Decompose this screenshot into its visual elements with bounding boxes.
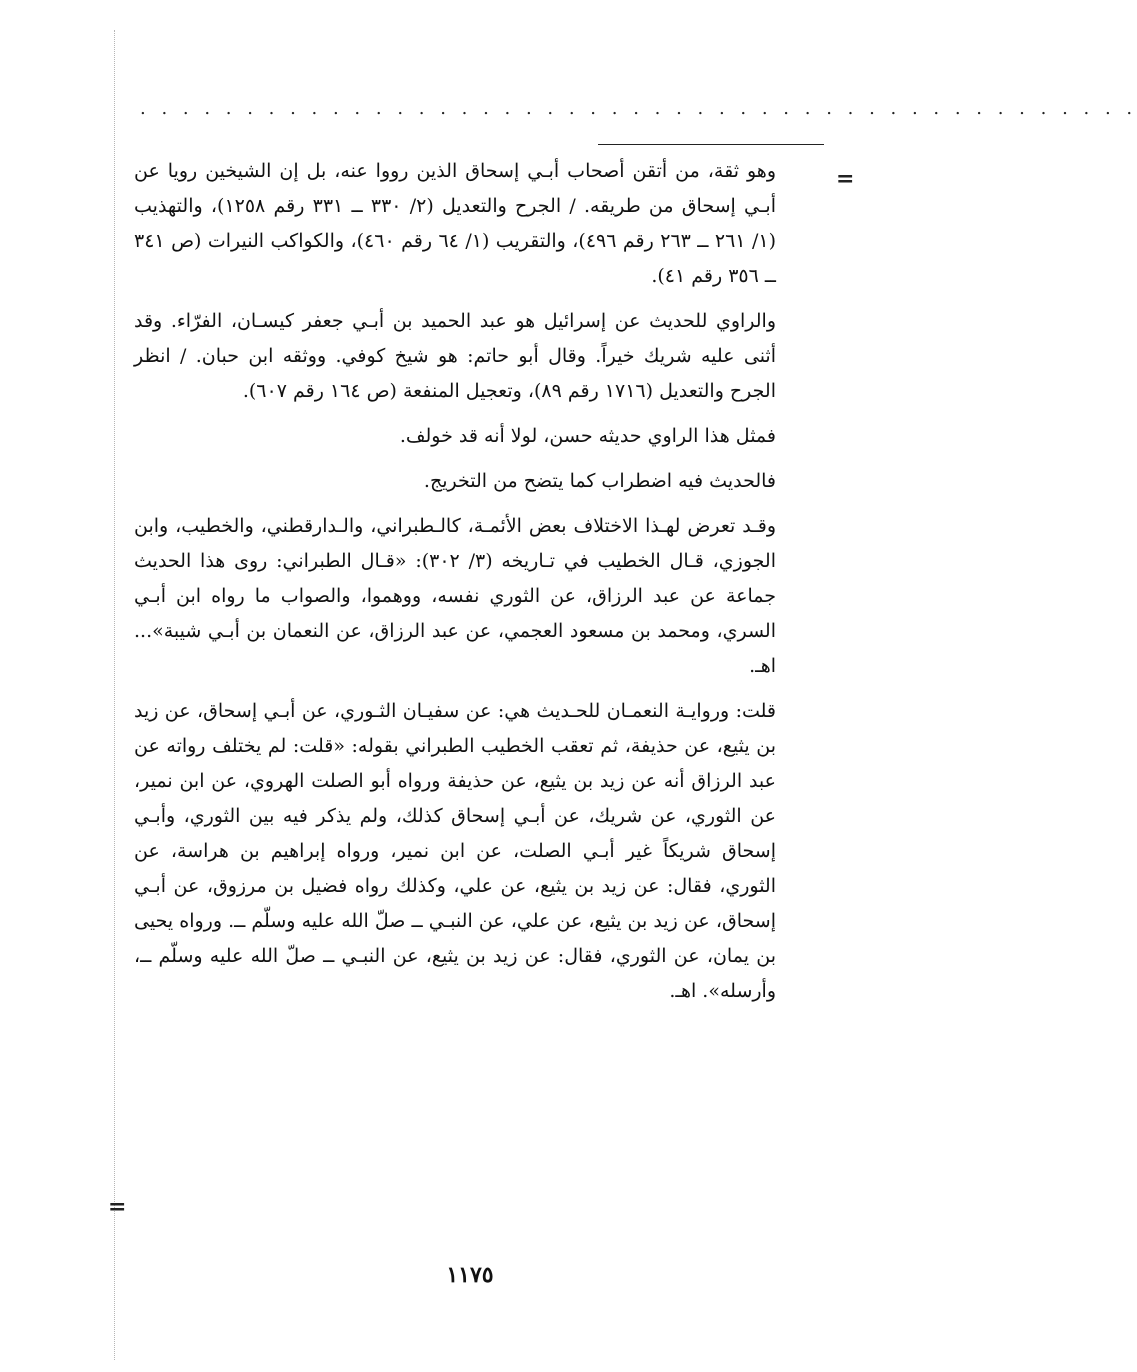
paragraph: فالحديث فيه اضطراب كما يتضح من التخريج. xyxy=(423,470,776,492)
paragraph: فمثل هذا الراوي حديثه حسن، لولا أنه قد خولف. xyxy=(399,425,776,447)
margin-rule xyxy=(114,30,115,1360)
paragraph: وهو ثقة، من أتقن أصحاب أبـي إسحاق الذين رووا عنه، بل إن الشيخين رويا عن أبـي إسحاق من طريقه. / الجرح والتعديل (٢/ ٣٣٠ ــ ٣٣١ رقم ١٢٥٨)، والتهذيب (١/ ٢٦١ ــ ٢٦٣ رقم ٤٩٦)، والتقريب (١/ ٦٤ رقم ٤٦٠)، والكواكب النيرات (ص ٣٤١ ــ ٣٥٦ رقم ٤١). xyxy=(134,160,776,287)
paragraph: وقـد تعرض لهـذا الاختلاف بعض الأئمـة، كالـطبراني، والـدارقطني، والخطيب، وابن الجوزي، قـال الخطيب في تـاريخه (٣/ ٣٠٢): «قـال الطبراني: روى هذا الحديث جماعة عن عبد الرزاق، عن الثوري نفسه، ووهموا، والصواب ما رواه ابن أبـي السري، ومحمد بن مسعود العجمي، عن عبد الرزاق، عن النعمان بن أبـي شيبة»... اهـ. xyxy=(134,515,776,677)
page-number: ١١٧٥ xyxy=(446,1262,494,1288)
paragraph: والراوي للحديث عن إسرائيل هو عبد الحميد بن أبـي جعفر كيسـان، الفرّاء. وقد أثنى عليه شريك خيراً. وقال أبو حاتم: هو شيخ كوفي. ووثقه ابن حبان. / انظر الجرح والتعديل (١٧١٦ رقم ٨٩)، وتعجيل المنفعة (ص ١٦٤ رقم ٦٠٧). xyxy=(134,310,776,402)
footnote-text xyxy=(134,154,776,1019)
continuation-mark-bottom: = xyxy=(108,1194,127,1220)
continuation-mark-top: = xyxy=(836,166,855,192)
footnote-separator xyxy=(598,144,824,145)
paragraph: قلت: وروايـة النعمـان للحـديث هي: عن سفيـان الثـوري، عن أبـي إسحاق، عن زيد بن يثيع، عن حذيفة، ثم تعقب الخطيب الطبراني بقوله: «قلت: لم يختلف رواته عن عبد الرزاق أنه عن زيد بن يثيع، عن حذيفة ورواه أبو الصلت الهروي، عن ابن نمير، عن الثوري، عن شريك، عن أبـي إسحاق كذلك، ولم يذكر فيه بين الثوري، وأبـي إسحاق شريكاً غير أبـي الصلت، عن ابن نمير، ورواه إبراهيم بن هراسة، عن الثوري، فقال: عن زيد بن يثيع، عن علي، وكذلك رواه فضيل بن مرزوق، عن أبـي إسحاق، عن زيد بن يثيع، عن علي، عن النبـي ــ صلّ الله عليه وسلّم ــ. ورواه يحيى بن يمان، عن الثوري، فقال: عن زيد بن يثيع، عن النبـي ــ صلّ الله عليه وسلّم ــ، وأرسله». اهـ. xyxy=(134,700,776,1002)
header-ornament: . . . . . . . . . . . . . . . . . . . . . . . . . . . . . . . . . . . . . . . . . . . . . . . xyxy=(140,98,1137,119)
